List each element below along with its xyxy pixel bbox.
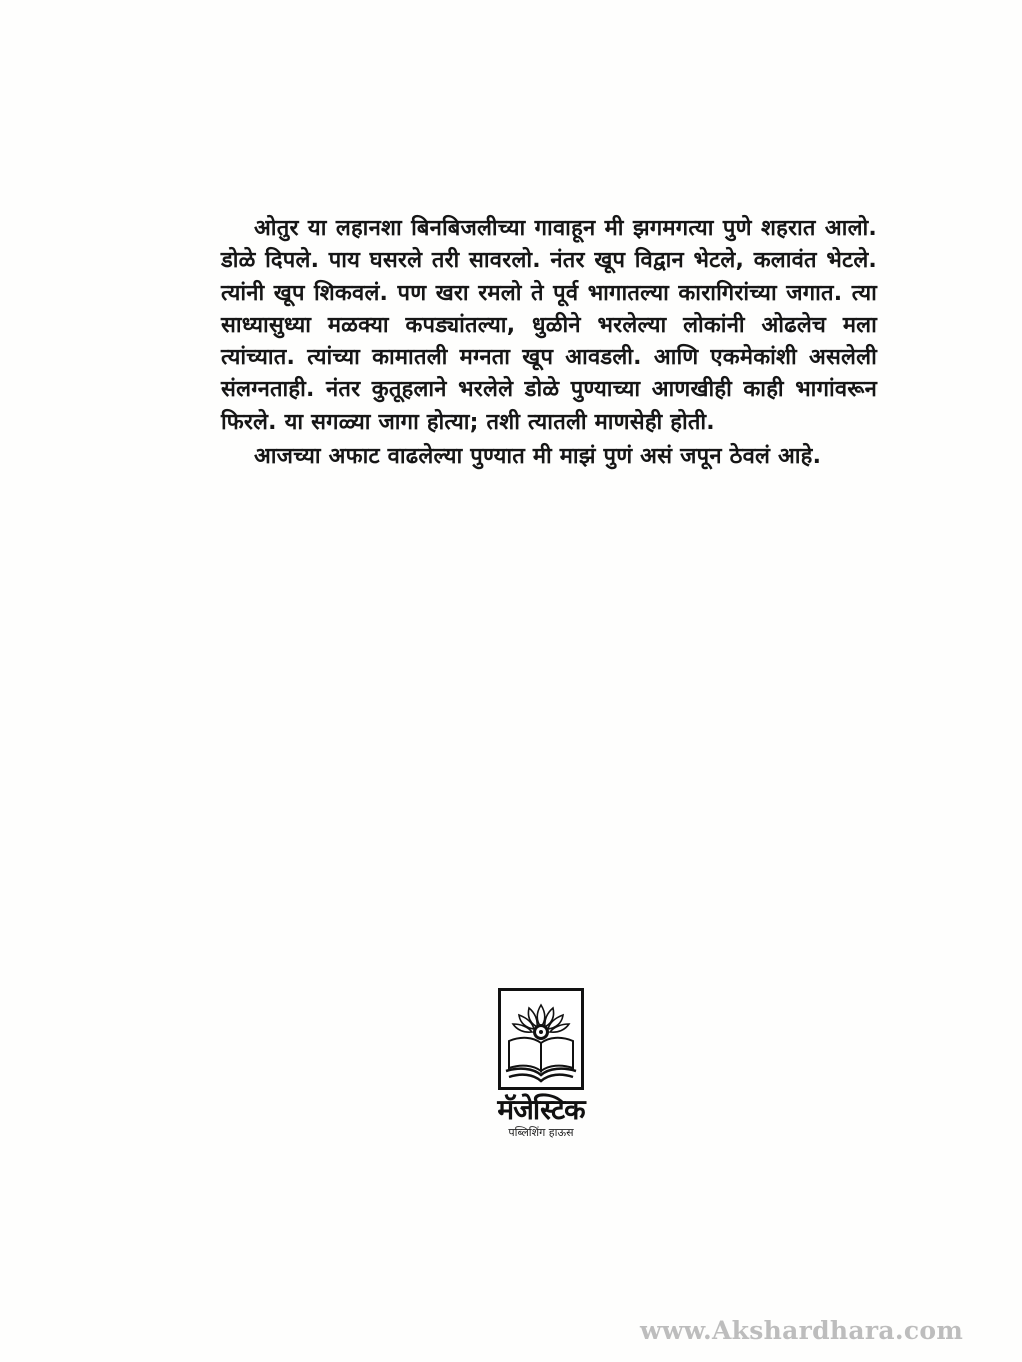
website-watermark: www.Akshardhara.com (640, 1316, 964, 1345)
paragraph-2: आजच्या अफाट वाढलेल्या पुण्यात मी माझं पुणं असं जपून ठेवलं आहे. (254, 444, 822, 470)
publisher-name: मॅजेस्टिक (497, 1093, 585, 1126)
body-text (221, 213, 877, 473)
publisher-subtitle: पब्लिशिंग हाऊस (508, 1126, 574, 1139)
publisher-logo (478, 988, 604, 1140)
paragraph-1: ओतुर या लहानशा बिनबिजलीच्या गावाहून मी झगमगत्या पुणे शहरात आलो. डोळे दिपले. पाय घसरले तरी सावरलो. नंतर खूप विद्वान भेटले, कलावंत भेटले. त्यांनी खूप शिकवलं. पण खरा रमलो ते पूर्व भागातल्या कारागिरांच्या जगात. त्या साध्यासुध्या मळक्या कपड्यांतल्या, धुळीने भरलेल्या लोकांनी ओढलेच मला त्यांच्यात. त्यांच्या कामातली मग्नता खूप आवडली. आणि एकमेकांशी असलेली संलग्नताही. नंतर कुतूहलाने भरलेले डोळे पुण्याच्या आणखीही काही भागांवरून फिरले. या सगळ्या जागा होत्या; तशी त्यातली माणसेही होती. (221, 216, 877, 435)
book-with-lotus-icon (498, 988, 584, 1090)
